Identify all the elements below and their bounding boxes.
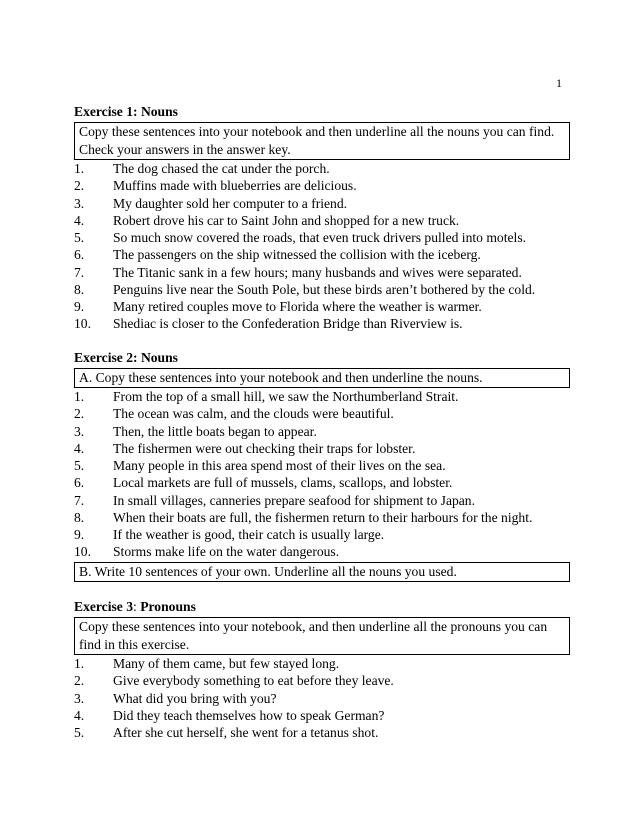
list-item [74,440,570,457]
list-item [74,457,570,474]
list-item-number: 4. [74,440,85,456]
list-item-number: 10. [74,316,91,332]
list-item-number: 7. [74,492,85,508]
list-item-text: Then, the little boats began to appear. [113,423,317,439]
list-item [74,543,570,560]
list-item [74,177,570,194]
list-item-text: Robert drove his car to Saint John and shopped for a new truck. [113,212,460,228]
list-item [74,423,570,440]
exercise-2-instruction-b: B. Write 10 sentences of your own. Underline all the nouns you used. [79,563,457,579]
exercise-2-title: Exercise 2: Nouns [74,350,178,365]
list-item-number: 4. [74,212,85,228]
list-item [74,707,570,724]
list-item [74,195,570,212]
exercise-2-instruction-a-box [74,368,570,388]
list-item [74,281,570,298]
exercise-2-instruction-b-box [74,562,570,582]
list-item [74,655,570,672]
list-item [74,298,570,315]
list-item-number: 8. [74,281,85,297]
list-item [74,212,570,229]
list-item-number: 10. [74,544,91,560]
list-item-text: Storms make life on the water dangerous. [113,544,340,560]
list-item-number: 8. [74,509,85,525]
list-item [74,492,570,509]
list-item [74,509,570,526]
list-item [74,405,570,422]
exercise-1-section [74,103,570,333]
list-item [74,690,570,707]
list-item-number: 5. [74,458,85,473]
list-item-text: The dog chased the cat under the porch. [113,161,330,176]
list-item-number: 2. [74,673,85,689]
exercise-1-instruction: Copy these sentences into your notebook and then underline all the nouns you can find. Check your answers in the answer key. [79,124,555,157]
list-item-text: My daughter sold her computer to a friend. [113,195,348,211]
list-item-text: Many people in this area spend most of their lives on the sea. [113,458,446,473]
list-item-text: What did you bring with you? [113,690,277,706]
list-item-number: 1. [74,389,85,404]
list-item-text: The Titanic sank in a few hours; many husbands and wives were separated. [113,264,522,280]
list-item-text: Many of them came, but few stayed long. [113,656,340,671]
exercise-3-list [74,655,570,741]
list-item-number: 3. [74,195,85,211]
list-item-text: From the top of a small hill, we saw the Northumberland Strait. [113,389,459,404]
exercise-2-instruction-a: A. Copy these sentences into your notebook and then underline the nouns. [79,370,483,385]
list-item-number: 6. [74,247,85,263]
list-item-number: 3. [74,690,85,706]
list-item-number: 1. [74,161,85,176]
list-item-number: 7. [74,264,85,280]
list-item-text: The ocean was calm, and the clouds were beautiful. [113,406,394,422]
list-item-text: Muffins made with blueberries are delicious. [113,178,357,194]
exercise-2-list [74,388,570,561]
exercise-3-title [74,598,570,617]
list-item [74,526,570,543]
exercise-1-list [74,160,570,333]
list-item-number: 9. [74,527,85,542]
list-item [74,246,570,263]
list-item-text: After she cut herself, she went for a tetanus shot. [113,725,379,740]
list-item-number: 5. [74,725,85,740]
list-item [74,672,570,689]
list-item-text: When their boats are full, the fishermen return to their harbours for the night. [113,509,533,525]
list-item-number: 2. [74,406,85,422]
exercise-1-instruction-box [74,122,570,160]
list-item-text: So much snow covered the roads, that even truck drivers pulled into motels. [113,230,527,245]
exercise-3-title-separator: : [133,599,141,614]
list-item [74,315,570,332]
list-item-text: Give everybody something to eat before they leave. [113,673,394,689]
list-item-text: The fishermen were out checking their traps for lobster. [113,440,416,456]
list-item [74,229,570,246]
exercise-3-title-topic: Pronouns [140,599,196,614]
list-item-text: Penguins live near the South Pole, but these birds aren’t bothered by the cold. [113,281,536,297]
list-item-text: Shediac is closer to the Confederation Bridge than Riverview is. [113,316,463,332]
list-item-text: The passengers on the ship witnessed the collision with the iceberg. [113,247,481,263]
page-number: 1 [556,76,562,90]
list-item [74,474,570,491]
list-item [74,388,570,405]
list-item-text: Many retired couples move to Florida where the weather is warmer. [113,299,482,314]
list-item-number: 9. [74,299,85,314]
list-item [74,724,570,741]
list-item-text: If the weather is good, their catch is usually large. [113,527,385,542]
exercise-3-section [74,598,570,741]
list-item-text: Did they teach themselves how to speak German? [113,707,385,723]
exercise-3-title-prefix: Exercise 3 [74,599,134,614]
list-item-text: In small villages, canneries prepare seafood for shipment to Japan. [113,492,475,508]
exercise-3-instruction: Copy these sentences into your notebook, and then underline all the pronouns you can find in this exercise. [79,619,548,652]
list-item [74,160,570,177]
list-item-number: 5. [74,230,85,245]
list-item-number: 1. [74,656,85,671]
list-item-number: 4. [74,707,85,723]
list-item [74,264,570,281]
list-item-number: 6. [74,475,85,491]
exercise-1-title: Exercise 1: Nouns [74,104,178,119]
list-item-number: 2. [74,178,85,194]
exercise-3-instruction-box [74,617,570,655]
list-item-number: 3. [74,423,85,439]
exercise-2-section [74,349,570,582]
list-item-text: Local markets are full of mussels, clams, scallops, and lobster. [113,475,453,491]
